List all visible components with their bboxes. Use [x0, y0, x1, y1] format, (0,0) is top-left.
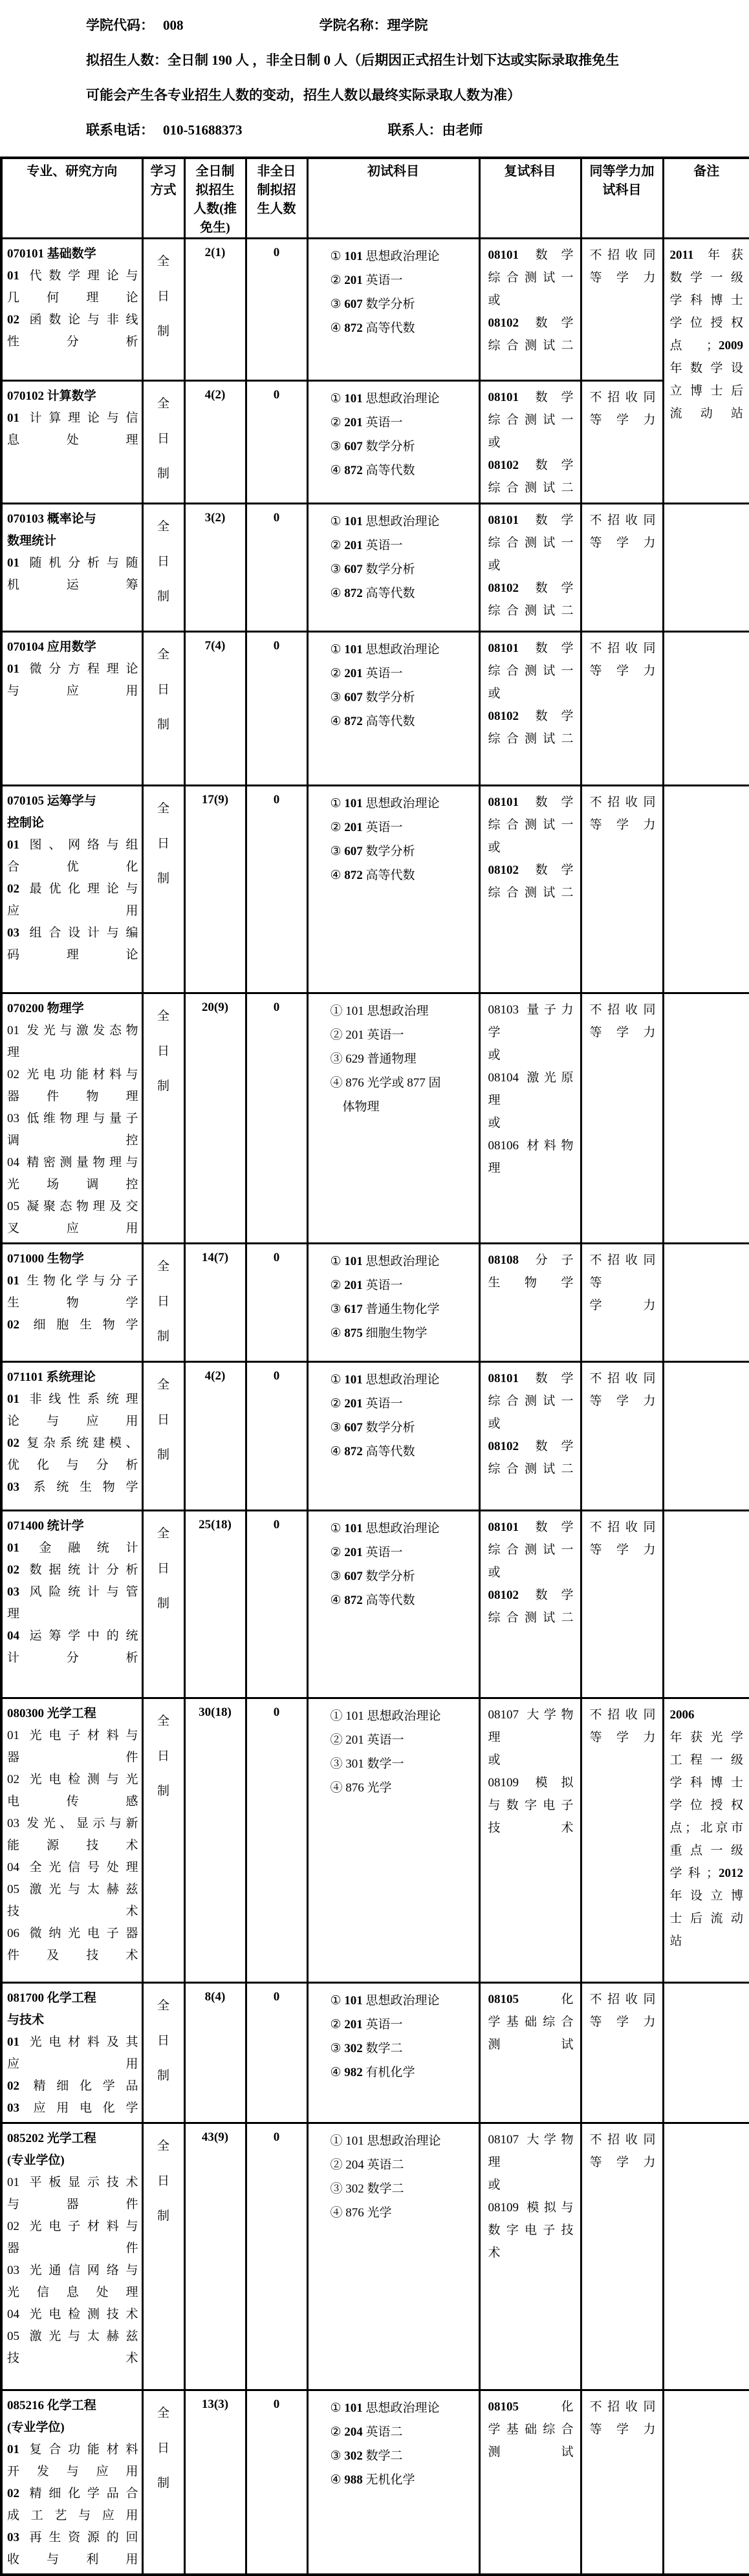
cell-study-mode: 全 日 制 [142, 1244, 184, 1362]
cell-retest: 08101 数学 综合测试一 或 08102 数学 综合测试二 [479, 1362, 581, 1511]
cell-major: 080300 光学工程 01 光电子材料与 器件 02 光电检测与光 电传感 03 发光、显示与新 能源技术 04 全光信号处理 05 激光与太赫兹 技术 06 微纳光电子器 件及技术 [1, 1698, 142, 1983]
cell-equivalency: 不招收同 等 学力 [581, 1244, 663, 1362]
cell-parttime-quota: 0 [246, 2123, 307, 2390]
college-intro [0, 0, 749, 157]
cell-remark [663, 1362, 749, 1511]
col-header-initial-exam: 初试科目 [307, 158, 479, 239]
cell-study-mode: 全 日 制 [142, 632, 184, 786]
cell-study-mode: 全 日 制 [142, 993, 184, 1244]
cell-retest: 08101 数学 综合测试一 或 08102 数学 综合测试二 [479, 504, 581, 632]
row-085216 [1, 2390, 749, 2575]
cell-major: 085202 光学工程 (专业学位) 01 平板显示技术 与器件 02 光电子材料与 器件 03 光通信网络与 光信息处理 04 光电检测技术 05 激光与太赫兹 技术 [1, 2123, 142, 2390]
row-080300 [1, 1698, 749, 1983]
phone-value: 010-51688373 [163, 122, 243, 138]
cell-equivalency: 不招收同 等学力 [581, 2123, 663, 2390]
cell-retest: 08105 化 学基础综合 测试 [479, 2390, 581, 2575]
cell-major: 070102 计算数学 01 计算理论与信 息处理 [1, 381, 142, 504]
row-071000 [1, 1244, 749, 1362]
cell-major: 071000 生物学 01 生物化学与分子 生物学 02 细胞生物学 [1, 1244, 142, 1362]
cell-initial-exam: ① 101 思想政治理论 ② 201 英语一 ③ 302 数学二 ④ 982 有机化学 [307, 1983, 479, 2123]
col-header-equivalency-test: 同等学力加 试科目 [581, 158, 663, 239]
cell-fulltime-quota: 30(18) [184, 1698, 246, 1983]
contact-line [86, 120, 743, 155]
cell-study-mode: 全 日 制 [142, 239, 184, 381]
col-header-parttime-quota: 非全日 制拟招 生人数 [246, 158, 307, 239]
cell-fulltime-quota: 2(1) [184, 239, 246, 381]
cell-major: 070101 基础数学 01 代数学理论与 几何理论 02 函数论与非线 性分析 [1, 239, 142, 381]
cell-initial-exam: ① 101 思想政治理 ② 201 英语一 ③ 629 普通物理 ④ 876 光学或 877 固 体物理 [307, 993, 479, 1244]
cell-parttime-quota: 0 [246, 239, 307, 381]
cell-study-mode: 全 日 制 [142, 1698, 184, 1983]
cell-initial-exam: ① 101 思想政治理论 ② 201 英语一 ③ 607 数学分析 ④ 872 高等代数 [307, 504, 479, 632]
cell-remark [663, 632, 749, 786]
cell-fulltime-quota: 8(4) [184, 1983, 246, 2123]
row-081700 [1, 1983, 749, 2123]
cell-initial-exam: ① 101 思想政治理论 ② 204 英语二 ③ 302 数学二 ④ 988 无机化学 [307, 2390, 479, 2575]
cell-major: 071101 系统理论 01 非线性系统理 论与应用 02 复杂系统建模、 优化与分析 03 系统生物学 [1, 1362, 142, 1511]
cell-retest: 08105 化 学基础综合 测试 [479, 1983, 581, 2123]
row-070102 [1, 381, 749, 504]
cell-initial-exam: ① 101 思想政治理论 ② 201 英语一 ③ 607 数学分析 ④ 872 高等代数 [307, 632, 479, 786]
cell-parttime-quota: 0 [246, 1698, 307, 1983]
cell-study-mode: 全 日 制 [142, 2390, 184, 2575]
cell-initial-exam: ① 101 思想政治理论 ② 201 英语一 ③ 617 普通生物化学 ④ 875 细胞生物学 [307, 1244, 479, 1362]
cell-remark [663, 2390, 749, 2575]
cell-fulltime-quota: 3(2) [184, 504, 246, 632]
col-header-fulltime-quota: 全日制 拟招生 人数(推 免生) [184, 158, 246, 239]
row-071101 [1, 1362, 749, 1511]
quota-line-2: 可能会产生各专业招生人数的变动，招生人数以最终实际录取人数为准） [86, 87, 521, 103]
cell-fulltime-quota: 17(9) [184, 786, 246, 993]
cell-equivalency: 不招收同 等学力 [581, 1362, 663, 1511]
cell-equivalency: 不招收同 等学力 [581, 239, 663, 381]
cell-fulltime-quota: 13(3) [184, 2390, 246, 2575]
table-body [1, 239, 749, 2575]
row-070200 [1, 993, 749, 1244]
row-071400 [1, 1511, 749, 1698]
cell-fulltime-quota: 4(2) [184, 1362, 246, 1511]
cell-major: 081700 化学工程 与技术 01 光电材料及其 应用 02 精细化学品 03 应用电化学 [1, 1983, 142, 2123]
cell-equivalency: 不招收同 等学力 [581, 1983, 663, 2123]
cell-remark: 2011 年获 数学一级 学科博士 学位授权 点；2009 年数学设 立博士后 流动站 [663, 239, 749, 504]
row-070105 [1, 786, 749, 993]
cell-parttime-quota: 0 [246, 632, 307, 786]
cell-fulltime-quota: 43(9) [184, 2123, 246, 2390]
cell-initial-exam: ① 101 思想政治理论 ② 201 英语一 ③ 301 数学一 ④ 876 光学 [307, 1698, 479, 1983]
col-header-remarks: 备注 [663, 158, 749, 239]
cell-fulltime-quota: 25(18) [184, 1511, 246, 1698]
header-row [1, 158, 749, 239]
cell-initial-exam: ① 101 思想政治理论 ② 201 英语一 ③ 607 数学分析 ④ 872 高等代数 [307, 239, 479, 381]
col-header-study-mode: 学习 方式 [142, 158, 184, 239]
cell-remark: 2006 年获光学 工程一级 学科博士 学位授权 点；北京市 重点一级 学科；2012 年设立博 士后流动 站 [663, 1698, 749, 1983]
cell-retest: 08101 数学 综合测试一 或 08102 数学 综合测试二 [479, 786, 581, 993]
cell-equivalency: 不招收同 等学力 [581, 1698, 663, 1983]
cell-retest: 08107 大学物 理 或 08109 模拟与 数字电子技 术 [479, 2123, 581, 2390]
cell-equivalency: 不招收同 等学力 [581, 504, 663, 632]
cell-parttime-quota: 0 [246, 1362, 307, 1511]
college-code-value: 008 [163, 17, 184, 33]
admissions-table [0, 157, 749, 2576]
cell-parttime-quota: 0 [246, 993, 307, 1244]
cell-major: 071400 统计学 01 金融统计 02 数据统计分析 03 风险统计与管 理 04 运筹学中的统 计分析 [1, 1511, 142, 1698]
col-header-retest: 复试科目 [479, 158, 581, 239]
cell-equivalency: 不招收同 等学力 [581, 381, 663, 504]
cell-parttime-quota: 0 [246, 1511, 307, 1698]
cell-parttime-quota: 0 [246, 381, 307, 504]
college-name-label: 学院名称： [319, 17, 387, 33]
cell-study-mode: 全 日 制 [142, 1983, 184, 2123]
college-code-line [86, 16, 743, 50]
cell-retest: 08101 数学 综合测试一 或 08102 数学 综合测试二 [479, 239, 581, 381]
cell-remark [663, 1244, 749, 1362]
cell-parttime-quota: 0 [246, 504, 307, 632]
cell-initial-exam: ① 101 思想政治理论 ② 201 英语一 ③ 607 数学分析 ④ 872 高等代数 [307, 786, 479, 993]
cell-retest: 08101 数学 综合测试一 或 08102 数学 综合测试二 [479, 381, 581, 504]
cell-retest: 08103 量子力 学 或 08104 激光原 理 或 08106 材料物 理 [479, 993, 581, 1244]
cell-retest: 08101 数学 综合测试一 或 08102 数学 综合测试二 [479, 632, 581, 786]
cell-remark [663, 1983, 749, 2123]
cell-remark [663, 1511, 749, 1698]
cell-study-mode: 全 日 制 [142, 1362, 184, 1511]
cell-remark [663, 504, 749, 632]
cell-equivalency: 不招收同 等学力 [581, 993, 663, 1244]
cell-study-mode: 全 日 制 [142, 786, 184, 993]
college-code-label: 学院代码： [86, 17, 154, 33]
cell-major: 070105 运筹学与 控制论 01 图、网络与组 合优化 02 最优化理论与 应用 03 组合设计与编 码理论 [1, 786, 142, 993]
cell-equivalency: 不招收同 等学力 [581, 632, 663, 786]
cell-parttime-quota: 0 [246, 786, 307, 993]
cell-initial-exam: ① 101 思想政治理论 ② 204 英语二 ③ 302 数学二 ④ 876 光学 [307, 2123, 479, 2390]
phone-label: 联系电话： [86, 122, 154, 138]
cell-study-mode: 全 日 制 [142, 504, 184, 632]
row-070104 [1, 632, 749, 786]
cell-major: 070104 应用数学 01 微分方程理论 与应用 [1, 632, 142, 786]
col-header-major: 专业、研究方向 [1, 158, 142, 239]
cell-initial-exam: ① 101 思想政治理论 ② 201 英语一 ③ 607 数学分析 ④ 872 高等代数 [307, 1362, 479, 1511]
cell-study-mode: 全 日 制 [142, 1511, 184, 1698]
cell-initial-exam: ① 101 思想政治理论 ② 201 英语一 ③ 607 数学分析 ④ 872 高等代数 [307, 381, 479, 504]
contact-label: 联系人： [387, 122, 442, 138]
cell-major: 085216 化学工程 (专业学位) 01 复合功能材料 开发与应用 02 精细化学品合 成工艺与应用 03 再生资源的回 收与利用 [1, 2390, 142, 2575]
cell-parttime-quota: 0 [246, 2390, 307, 2575]
contact-value: 由老师 [442, 122, 483, 138]
cell-equivalency: 不招收同 等学力 [581, 786, 663, 993]
cell-initial-exam: ① 101 思想政治理论 ② 201 英语一 ③ 607 数学分析 ④ 872 高等代数 [307, 1511, 479, 1698]
cell-parttime-quota: 0 [246, 1244, 307, 1362]
cell-equivalency: 不招收同 等学力 [581, 2390, 663, 2575]
quota-line-1: 拟招生人数：全日制 190 人 ，非全日制 0 人（后期因正式招生计划下达或实际录取推免生 [86, 52, 620, 68]
cell-fulltime-quota: 14(7) [184, 1244, 246, 1362]
cell-remark [663, 993, 749, 1244]
row-085202 [1, 2123, 749, 2390]
cell-retest: 08107 大学物 理 或 08109 模拟 与数字电子 技术 [479, 1698, 581, 1983]
cell-major: 070200 物理学 01 发光与激发态物 理 02 光电功能材料与 器件物理 03 低维物理与量子 调控 04 精密测量物理与 光场调控 05 凝聚态物理及交 叉应用 [1, 993, 142, 1244]
cell-fulltime-quota: 7(4) [184, 632, 246, 786]
row-070103 [1, 504, 749, 632]
cell-remark [663, 786, 749, 993]
cell-retest: 08101 数学 综合测试一 或 08102 数学 综合测试二 [479, 1511, 581, 1698]
cell-fulltime-quota: 20(9) [184, 993, 246, 1244]
cell-remark [663, 2123, 749, 2390]
cell-study-mode: 全 日 制 [142, 2123, 184, 2390]
cell-fulltime-quota: 4(2) [184, 381, 246, 504]
cell-retest: 08108 分子 生物学 [479, 1244, 581, 1362]
cell-study-mode: 全 日 制 [142, 381, 184, 504]
cell-parttime-quota: 0 [246, 1983, 307, 2123]
college-name-value: 理学院 [387, 17, 428, 33]
cell-major: 070103 概率论与 数理统计 01 随机分析与随 机运筹 [1, 504, 142, 632]
row-070101 [1, 239, 749, 381]
cell-equivalency: 不招收同 等学力 [581, 1511, 663, 1698]
